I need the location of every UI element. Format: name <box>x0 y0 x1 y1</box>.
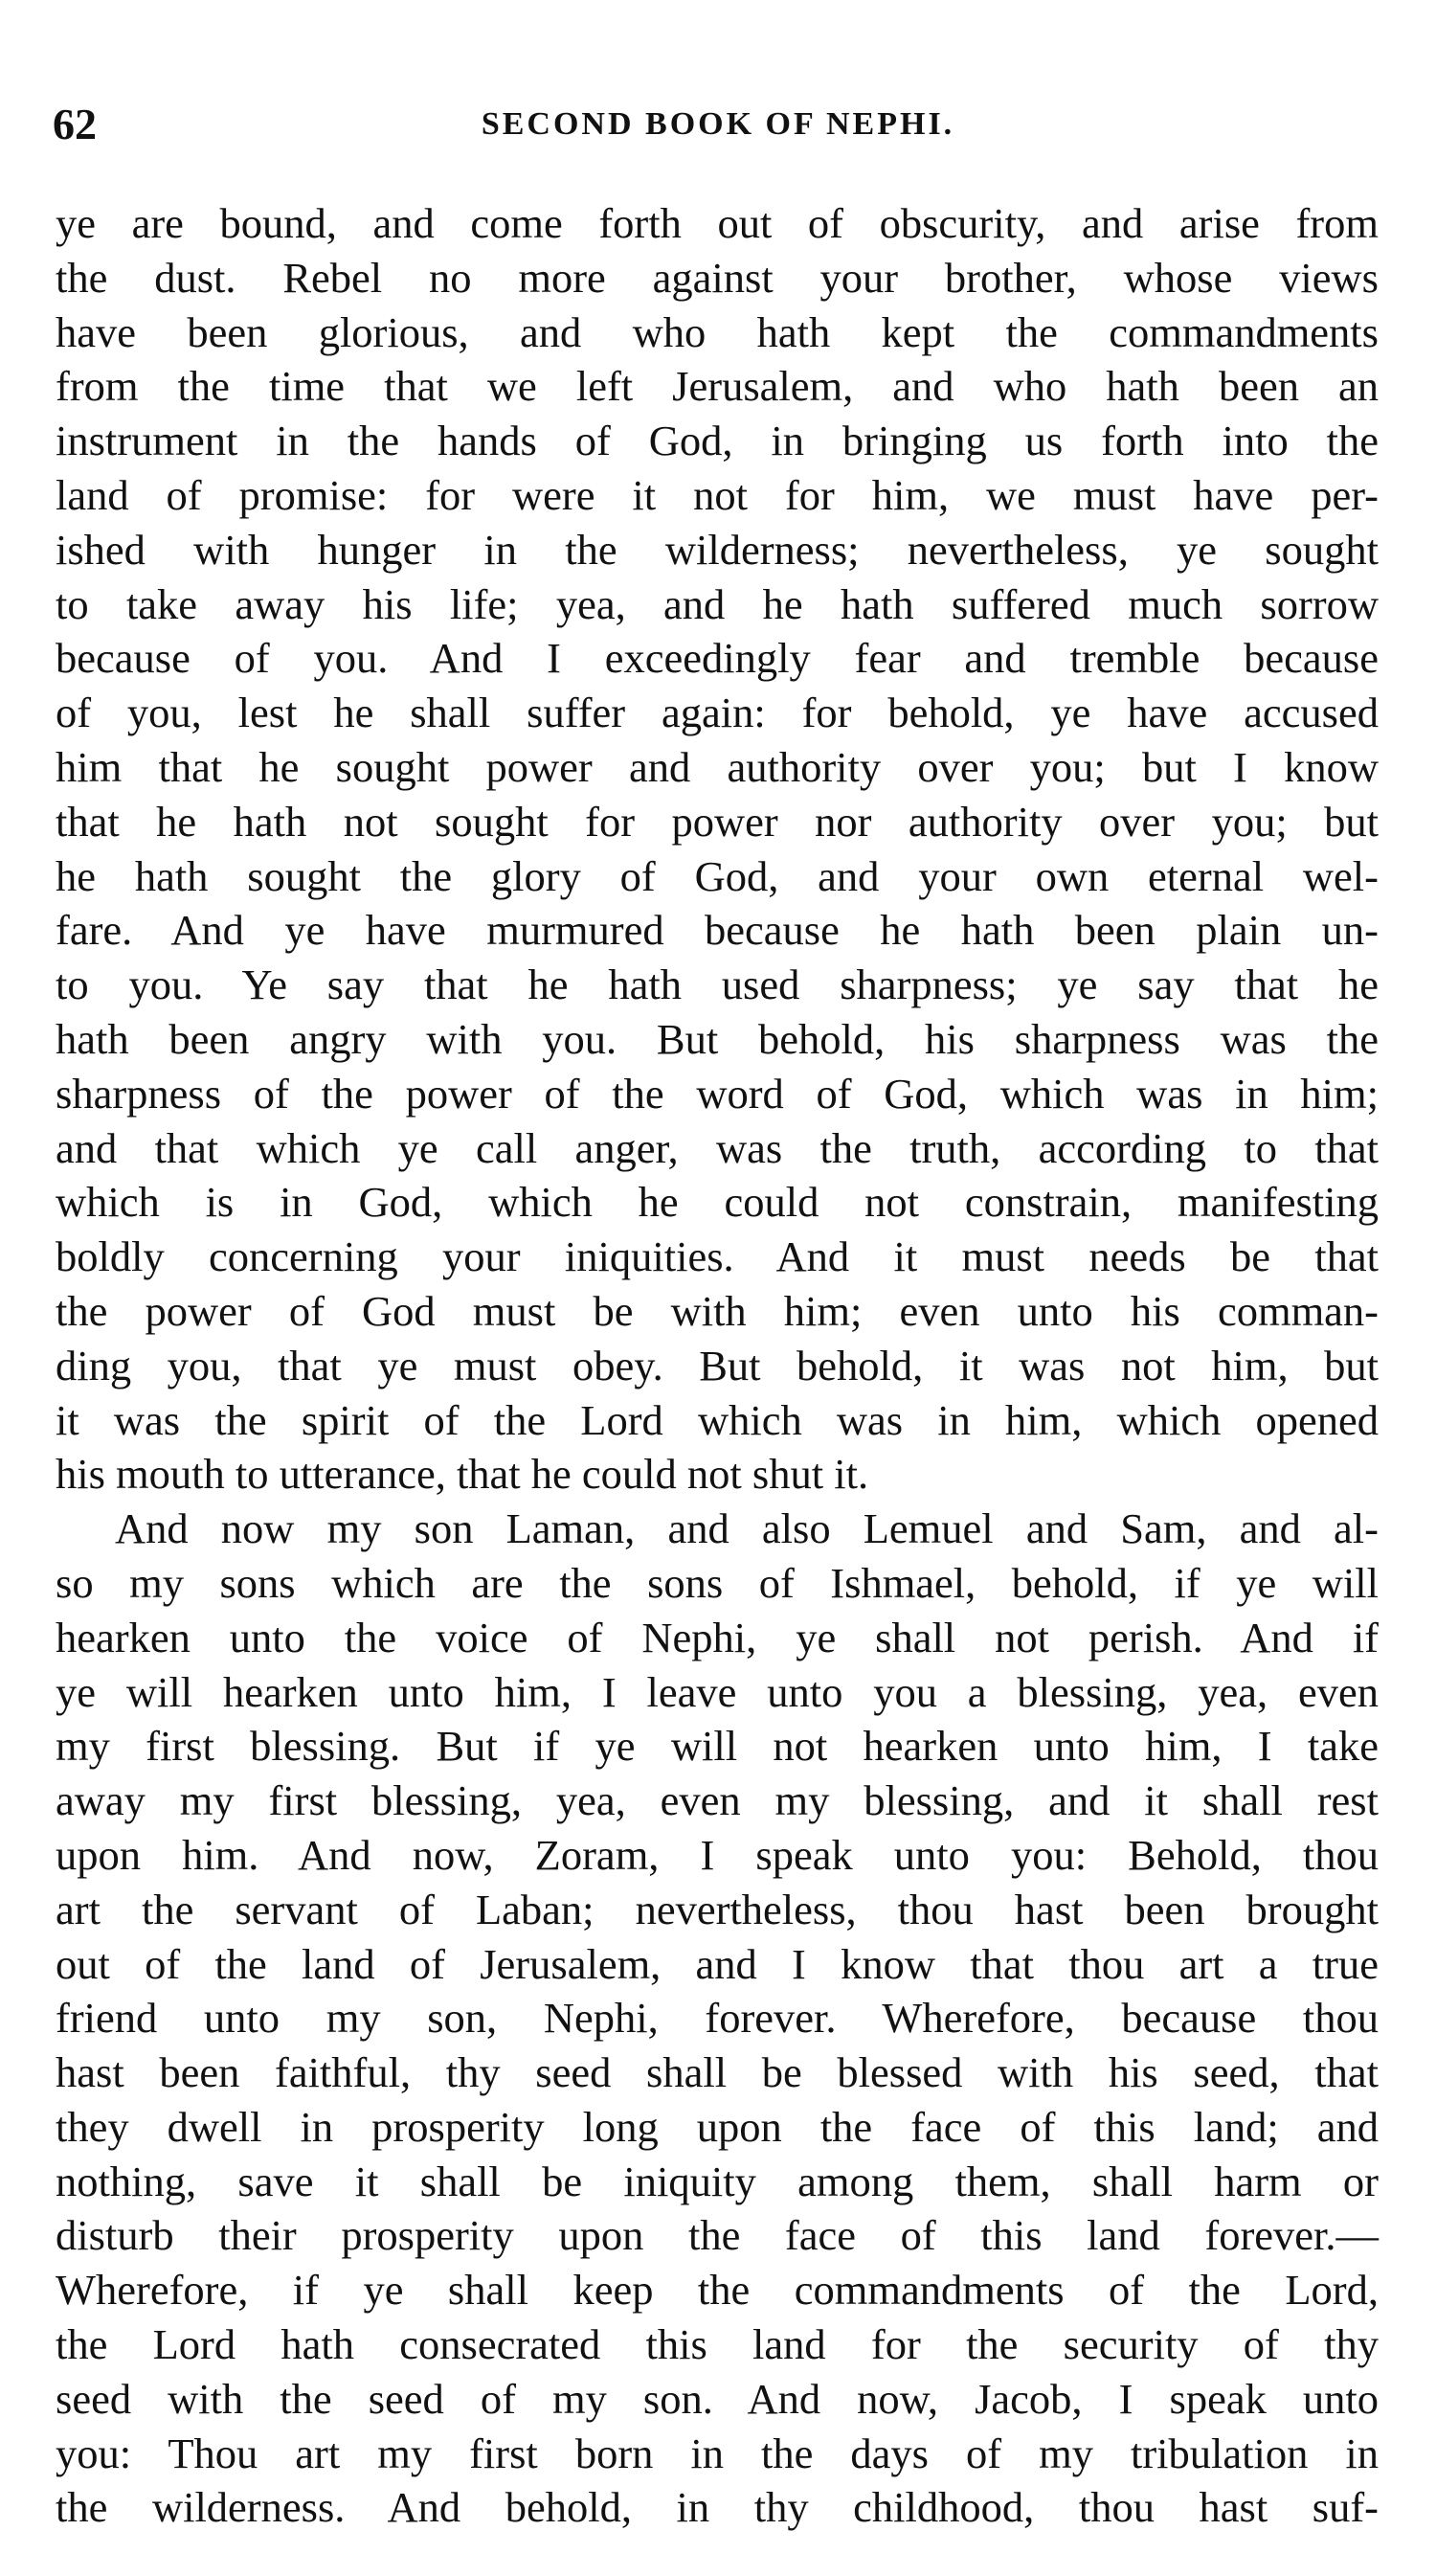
text-line: upon him. And now, Zoram, I speak unto you: Behold, thou <box>56 1830 1379 1879</box>
text-line: out of the land of Jerusalem, and I know that thou art a true <box>56 1939 1379 1988</box>
text-line: it was the spirit of the Lord which was in him, which opened <box>56 1395 1379 1444</box>
text-line: boldly concerning your iniquities. And it must needs be that <box>56 1232 1379 1281</box>
text-line: sharpness of the power of the word of God, which was in him; <box>56 1069 1379 1118</box>
running-title: SECOND BOOK OF NEPHI. <box>481 106 955 142</box>
text-line: that he hath not sought for power nor authority over you; but <box>56 797 1379 846</box>
text-line: land of promise: for were it not for him, we must have per- <box>56 470 1379 519</box>
text-line: disturb their prosperity upon the face of this land forever.— <box>56 2211 1379 2260</box>
text-line: because of you. And I exceedingly fear and tremble because <box>56 634 1379 683</box>
text-line: from the time that we left Jerusalem, and who hath been an <box>56 362 1379 411</box>
text-line: to take away his life; yea, and he hath suffered much sorrow <box>56 579 1379 628</box>
text-line: he hath sought the glory of God, and your own eternal wel- <box>56 851 1379 900</box>
text-line: the power of God must be with him; even unto his comman- <box>56 1286 1379 1335</box>
text-line: ye are bound, and come forth out of obscurity, and arise from <box>56 199 1379 247</box>
text-line: so my sons which are the sons of Ishmael, behold, if ye will <box>56 1558 1379 1607</box>
text-line: they dwell in prosperity long upon the face of this land; and <box>56 2102 1379 2151</box>
text-line: hath been angry with you. But behold, his sharpness was the <box>56 1014 1379 1063</box>
text-line: to you. Ye say that he hath used sharpness; ye say that he <box>56 960 1379 1009</box>
text-line: him that he sought power and authority over you; but I know <box>56 742 1379 791</box>
text-body <box>56 196 1379 2535</box>
page-number: 62 <box>53 100 97 148</box>
text-line: the Lord hath consecrated this land for the security of thy <box>56 2320 1379 2369</box>
text-line: nothing, save it shall be iniquity among them, shall harm or <box>56 2157 1379 2205</box>
paragraph-1 <box>56 196 1379 1502</box>
text-line: Wherefore, if ye shall keep the commandments of the Lord, <box>56 2266 1379 2315</box>
text-line: ding you, that ye must obey. But behold, it was not him, but <box>56 1341 1379 1390</box>
text-line: hast been faithful, thy seed shall be blessed with his seed, that <box>56 2048 1379 2097</box>
text-line: my first blessing. But if ye will not hearken unto him, I take <box>56 1722 1379 1771</box>
text-line: have been glorious, and who hath kept the commandments <box>56 307 1379 356</box>
text-line: of you, lest he shall suffer again: for behold, ye have accused <box>56 689 1379 737</box>
text-line: the wilderness. And behold, in thy childhood, thou hast suf- <box>56 2483 1379 2532</box>
text-line: hearken unto the voice of Nephi, ye shall not perish. And if <box>56 1613 1379 1661</box>
text-line: And now my son Laman, and also Lemuel and Sam, and al- <box>115 1504 1379 1553</box>
running-head <box>53 96 1383 153</box>
text-line: fare. And ye have murmured because he hath been plain un- <box>56 906 1379 955</box>
paragraph-2 <box>56 1502 1379 2535</box>
text-line: you: Thou art my first born in the days of my tribulation in <box>56 2429 1379 2477</box>
text-line: seed with the seed of my son. And now, Jacob, I speak unto <box>56 2374 1379 2423</box>
text-line: ished with hunger in the wilderness; nevertheless, ye sought <box>56 525 1379 574</box>
text-line: his mouth to utterance, that he could not shut it. <box>56 1450 869 1499</box>
text-line: and that which ye call anger, was the truth, according to that <box>56 1123 1379 1172</box>
text-line: art the servant of Laban; nevertheless, thou hast been brought <box>56 1885 1379 1933</box>
text-line: friend unto my son, Nephi, forever. Wherefore, because thou <box>56 1994 1379 2043</box>
text-line: the dust. Rebel no more against your brother, whose views <box>56 253 1379 302</box>
text-line: instrument in the hands of God, in bringing us forth into the <box>56 417 1379 465</box>
text-line: ye will hearken unto him, I leave unto you a blessing, yea, even <box>56 1667 1379 1716</box>
text-line: away my first blessing, yea, even my blessing, and it shall rest <box>56 1776 1379 1825</box>
text-line: which is in God, which he could not constrain, manifesting <box>56 1178 1379 1227</box>
